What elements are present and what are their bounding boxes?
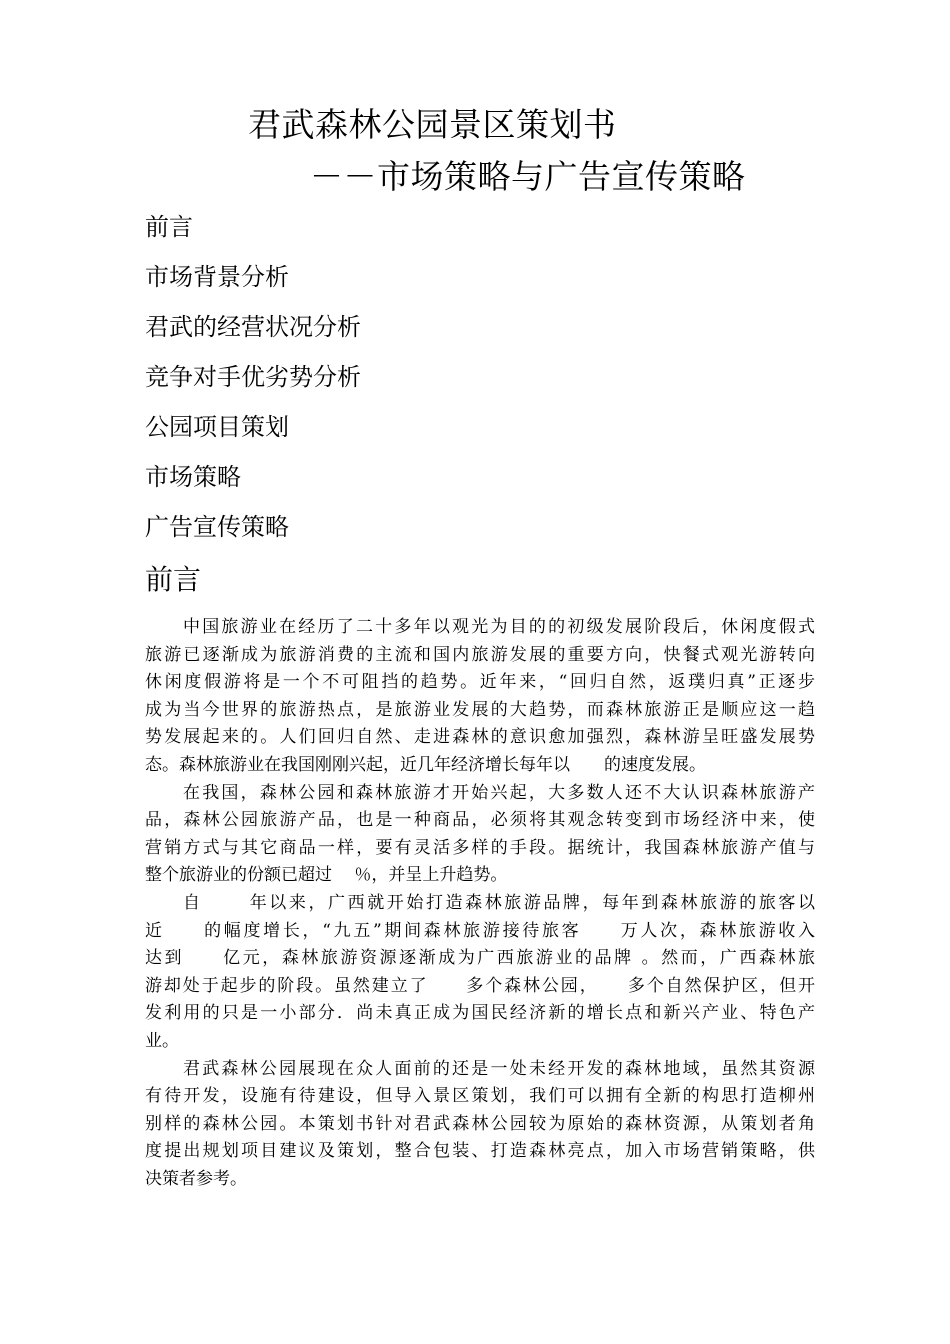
body-line: 有待开发，设施有待建设，但导入景区策划，我们可以拥有全新的构思打造柳州	[145, 1086, 815, 1107]
toc-item-competitor-analysis: 竞争对手优劣势分析	[145, 363, 361, 391]
body-line: 品，森林公园旅游产品，也是一种商品，必须将其观念转变到市场经济中来，使	[145, 810, 815, 831]
body-line: 近 的幅度增长，“九五”期间森林旅游接待旅客 万人次，森林旅游收入	[145, 920, 815, 941]
body-line: 旅游已逐渐成为旅游消费的主流和国内旅游发展的重要方向，快餐式观光游转向	[145, 644, 815, 665]
body-line: 中国旅游业在经历了二十多年以观光为目的的初级发展阶段后，休闲度假式	[183, 617, 815, 637]
document-subtitle: －－市场策略与广告宣传策略	[310, 157, 746, 196]
body-line: 度提出规划项目建议及策划，整合包装、打造森林亮点，加入市场营销策略，供	[145, 1141, 815, 1162]
body-line: 成为当今世界的旅游热点，是旅游业发展的大趋势，而森林旅游正是顺应这一趋	[145, 699, 815, 720]
body-line: 在我国，森林公园和森林旅游才开始兴起，大多数人还不大认识森林旅游产	[183, 782, 815, 803]
table-of-contents	[145, 212, 361, 562]
toc-item-operation-analysis: 君武的经营状况分析	[145, 313, 361, 341]
toc-item-market-background: 市场背景分析	[145, 263, 289, 291]
section-heading: 前言	[145, 563, 202, 596]
toc-item-project-planning: 公园项目策划	[145, 413, 289, 441]
toc-item-preface: 前言	[145, 213, 193, 241]
body-line: 整个旅游业的份额已超过 ％，并呈上升趋势。	[145, 865, 508, 886]
document-title: 君武森林公园景区策划书	[248, 105, 617, 144]
body-line: 达到 亿元，森林旅游资源逐渐成为广西旅游业的品牌 。然而，广西森林旅	[145, 948, 815, 969]
body-line: 君武森林公园展现在众人面前的还是一处未经开发的森林地域，虽然其资源	[183, 1058, 815, 1079]
body-line: 游却处于起步的阶段。虽然建立了 多个森林公园， 多个自然保护区，但开	[145, 975, 815, 996]
body-line: 休闲度假游将是一个不可阻挡的趋势。近年来，“回归自然，返璞归真”正逐步	[145, 672, 815, 693]
body-line: 自 年以来，广西就开始打造森林旅游品牌，每年到森林旅游的旅客以	[183, 892, 815, 913]
body-line: 发利用的只是一小部分．尚未真正成为国民经济新的增长点和新兴产业、特色产	[145, 1003, 815, 1024]
toc-item-market-strategy: 市场策略	[145, 463, 241, 491]
body-line: 别样的森林公园。本策划书针对君武森林公园较为原始的森林资源，从策划者角	[145, 1113, 815, 1134]
toc-item-advertising-strategy: 广告宣传策略	[145, 513, 289, 541]
section-body	[145, 614, 815, 1193]
body-line: 决策者参考。	[145, 1168, 247, 1189]
body-line: 势发展起来的。人们回归自然、走进森林的意识愈加强烈，森林游呈旺盛发展势	[145, 727, 815, 748]
body-line: 态。森林旅游业在我国刚刚兴起，近几年经济增长每年以 的速度发展。	[145, 754, 706, 775]
body-line: 营销方式与其它商品一样，要有灵活多样的手段。据统计，我国森林旅游产值与	[145, 837, 815, 858]
body-line: 业。	[145, 1030, 179, 1051]
